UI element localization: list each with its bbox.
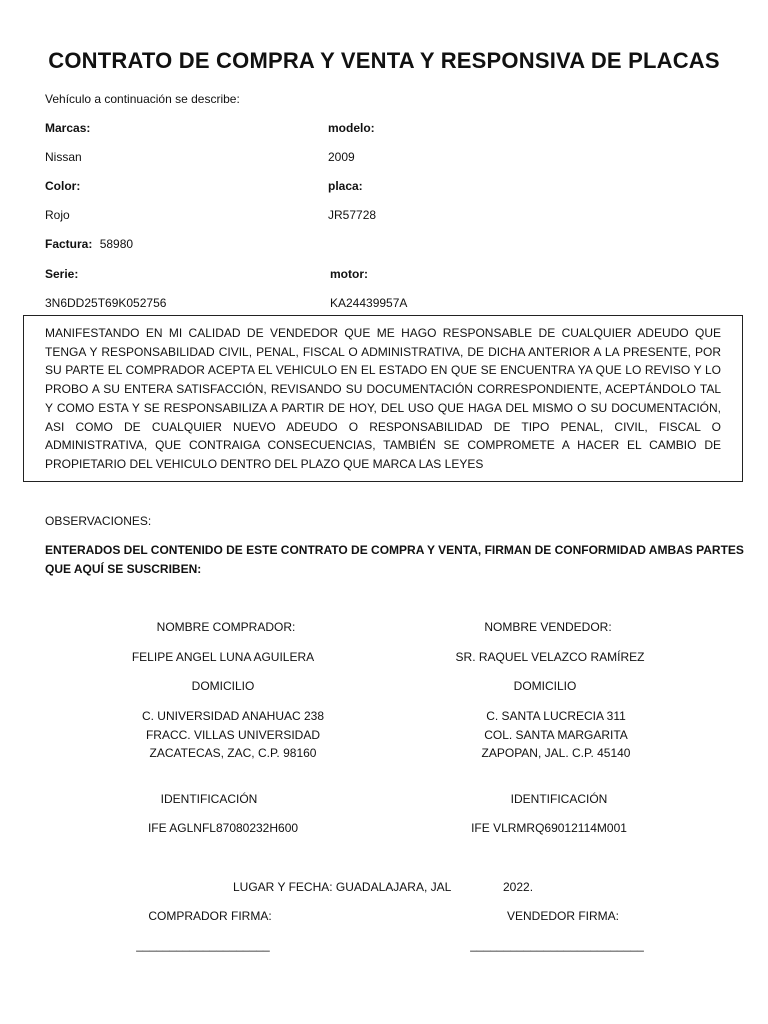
modelo-label: modelo:: [328, 121, 375, 135]
serie-label: Serie:: [45, 267, 79, 281]
buyer-domicilio-label: DOMICILIO: [191, 679, 255, 693]
serie-value: 3N6DD25T69K052756: [45, 296, 167, 310]
agreement-line-1: ENTERADOS DEL CONTENIDO DE ESTE CONTRATO DE COMPRA Y VENTA, FIRMAN DE CONFORMIDAD AMBAS PARTES: [45, 543, 744, 557]
intro-text: Vehículo a continuación se describe:: [45, 92, 240, 106]
seller-signature-line: __________________________: [470, 938, 644, 952]
buyer-address-line-2: FRACC. VILLAS UNIVERSIDAD: [145, 727, 321, 742]
buyer-signature-label: COMPRADOR FIRMA:: [148, 909, 272, 923]
factura-label: Factura:: [45, 237, 93, 251]
agreement-line-2: QUE AQUÍ SE SUSCRIBEN:: [45, 562, 202, 576]
factura-value: 58980: [99, 237, 134, 251]
motor-value: KA24439957A: [330, 296, 408, 310]
factura-row: [45, 237, 133, 251]
marca-label: Marcas:: [45, 121, 91, 135]
seller-name-label: NOMBRE VENDEDOR:: [484, 620, 612, 634]
declaration-text: MANIFESTANDO EN MI CALIDAD DE VENDEDOR QUE ME HAGO RESPONSABLE DE CUALQUIER ADEUDO QUE TENGA Y RESPONSABILIDAD CIVIL, PENAL, FISCAL O ADMINISTRATIVA, DE DICHA ANTERIOR A LA PRESENTE, POR SU PARTE EL COMPRADOR ACEPTA EL VEHICULO EN EL ESTADO EN QUE SE ENCUENTRA YA QUE LO REVISO Y LO PROBO A SU ENTERA SATISFACCIÓN, REVISANDO SU DOCUMENTACIÓN CORRESPONDIENTE, ACEPTÁNDOLO TAL Y COMO ESTA Y SE RESPONSABILIZA A PARTIR DE HOY, DEL USO QUE HAGA DEL MISMO O SU DOCUMENTACIÓN, ASI COMO DE CUALQUIER NUEVO ADEUDO O RESPONSABILIDAD DE TIPO PENAL, CIVIL, FISCAL O ADMINISTRATIVA, QUE CONTRAIGA CONSECUENCIAS, TAMBIÉN SE COMPROMETE A HACER EL CAMBIO DE PROPIETARIO DEL VEHICULO DENTRO DEL PLAZO QUE MARCA LAS LEYES: [45, 326, 721, 471]
observaciones-label: OBSERVACIONES:: [45, 514, 152, 528]
buyer-address-line-3: ZACATECAS, ZAC, C.P. 98160: [149, 746, 317, 760]
seller-domicilio-label: DOMICILIO: [513, 679, 577, 693]
seller-signature-label: VENDEDOR FIRMA:: [506, 909, 620, 923]
motor-label: motor:: [330, 267, 368, 281]
buyer-id-value: IFE AGLNFL87080232H600: [147, 821, 299, 835]
seller-id-label: IDENTIFICACIÓN: [510, 792, 608, 806]
seller-address: [482, 707, 631, 763]
buyer-id-label: IDENTIFICACIÓN: [160, 792, 258, 806]
place-date-label: LUGAR Y FECHA: GUADALAJARA, JAL: [233, 880, 452, 894]
placa-label: placa:: [328, 179, 363, 193]
seller-id-value: IFE VLRMRQ69012114M001: [471, 821, 627, 835]
color-label: Color:: [45, 179, 81, 193]
marca-value: Nissan: [45, 150, 82, 164]
modelo-value: 2009: [328, 150, 355, 164]
document-title: CONTRATO DE COMPRA Y VENTA Y RESPONSIVA DE PLACAS: [48, 48, 720, 73]
color-value: Rojo: [45, 208, 70, 222]
seller-address-line-3: ZAPOPAN, JAL. C.P. 45140: [481, 746, 631, 760]
buyer-name: FELIPE ANGEL LUNA AGUILERA: [131, 650, 315, 664]
buyer-name-label: NOMBRE COMPRADOR:: [156, 620, 296, 634]
year-value: 2022.: [503, 880, 534, 894]
buyer-signature-line: ____________________: [136, 938, 270, 952]
seller-address-line-1: C. SANTA LUCRECIA 311: [486, 709, 626, 723]
seller-address-line-2: COL. SANTA MARGARITA: [484, 727, 628, 742]
placa-value: JR57728: [328, 208, 377, 222]
seller-name: SR. RAQUEL VELAZCO RAMÍREZ: [455, 650, 645, 664]
buyer-address-line-1: C. UNIVERSIDAD ANAHUAC 238: [141, 709, 325, 723]
declaration-box: [23, 315, 743, 482]
buyer-address: [142, 707, 324, 763]
